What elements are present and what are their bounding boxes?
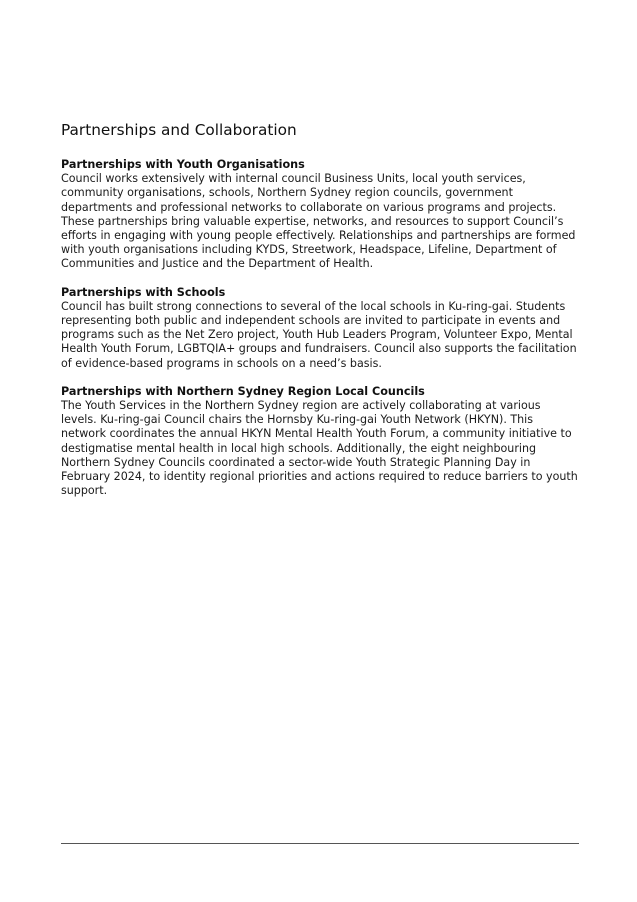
- section-body: Council works extensively with internal council Business Units, local youth services, community organisations, schools, Northern Sydney region councils, government departments and professional networks to collaborate on various programs and projects. These partnerships bring valuable expertise, networks, and resources to support Council’s efforts in engaging with young people effectively. Relationships and partnerships are formed with youth organisations including KYDS, Streetwork, Headspace, Lifeline, Department of Communities and Justice and the Department of Health.: [61, 172, 576, 271]
- section-heading: Partnerships with Youth Organisations: [61, 158, 305, 171]
- section-body: The Youth Services in the Northern Sydney region are actively collaborating at various levels. Ku-ring-gai Council chairs the Hornsby Ku-ring-gai Youth Network (HKYN). This network coordinates the annual HKYN Mental Health Youth Forum, a community initiative to destigmatise mental health in local high schools. Additionally, the eight neighbouring Northern Sydney Councils coordinated a sector-wide Youth Strategic Planning Day in February 2024, to identity regional priorities and actions required to reduce barriers to youth support.: [61, 399, 578, 498]
- section-body: Council has built strong connections to several of the local schools in Ku-ring-gai. Students representing both public and independent schools are invited to participate in events and programs such as the Net Zero project, Youth Hub Leaders Program, Volunteer Expo, Mental Health Youth Forum, LGBTQIA+ groups and fundraisers. Council also supports the facilitation of evidence-based programs in schools on a need’s basis.: [61, 299, 577, 370]
- document-content: [61, 121, 579, 512]
- section-regional-councils: [61, 385, 579, 499]
- section-heading: Partnerships with Northern Sydney Region Local Councils: [61, 384, 425, 398]
- section-youth-organisations: [61, 158, 579, 272]
- section-heading: Partnerships with Schools: [61, 285, 226, 299]
- page-title: Partnerships and Collaboration: [61, 121, 297, 139]
- footer-divider: [61, 843, 579, 844]
- section-schools: [61, 286, 579, 371]
